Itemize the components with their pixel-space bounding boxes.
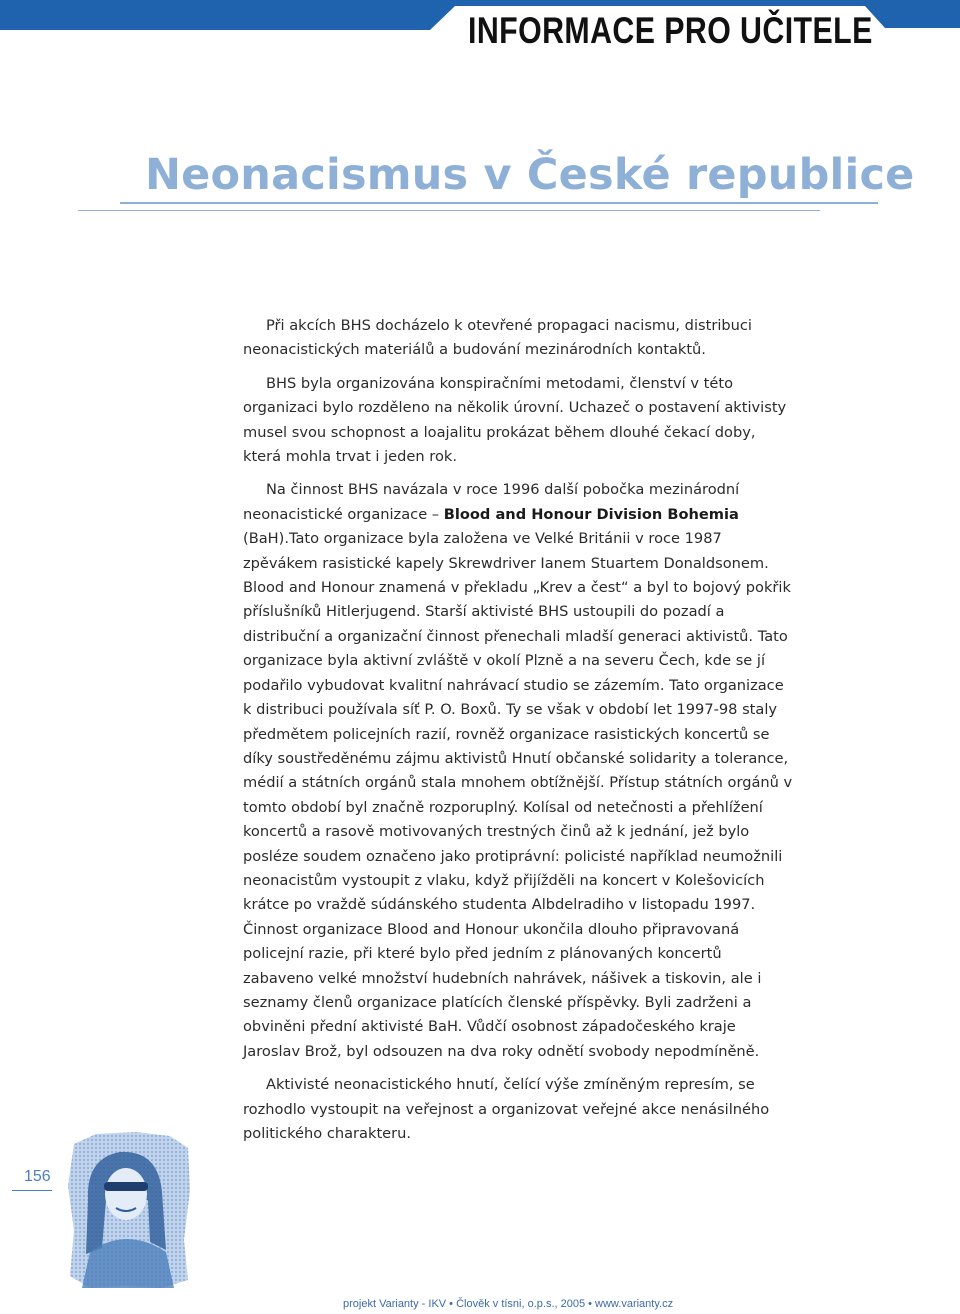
photo-woman-sunglasses [66,1130,192,1290]
article-body [243,314,793,1155]
paragraph-2: BHS byla organizována konspiračními metodami, členství v této organizaci bylo rozděleno na několik úrovní. Uchazeč o postavení aktivisty musel svou schopnost a loajalitu prokázat během dlouhé čekací doby, která mohla trvat i jeden rok. [243,374,787,466]
title-underline [120,202,878,204]
paragraph-3-intro: Na činnost BHS navázala v roce 1996 další pobočka mezinárodní neonacistické organizace – [243,481,740,523]
header-title: INFORMACE PRO UČITELE [468,10,873,51]
page-number-rule [12,1190,52,1191]
organization-name: Blood and Honour Division Bohemia [443,505,739,523]
title-underline-secondary [78,210,820,211]
footer-credit: projekt Varianty - IKV • Člověk v tísni, o.p.s., 2005 • www.varianty.cz [343,1298,674,1310]
paragraph-4: Aktivisté neonacistického hnutí, čelící výše zmíněným represím, se rozhodlo vystoupit na veřejnost a organizovat veřejné akce nenásilného politického charakteru. [243,1076,770,1142]
page-number: 156 [24,1168,51,1185]
paragraph-1: Při akcích BHS docházelo k otevřené propagaci nacismu, distribuci neonacistických materiálů a budování mezinárodních kontaktů. [243,317,752,359]
paragraph-3-rest: (BaH).Tato organizace byla založena ve Velké Británii v roce 1987 zpěvákem rasistické kapely Skrewdriver Ianem Stuartem Donaldsonem. Blood and Honour znamená v překladu „Krev a čest“ a byl to bojový pokřik příslušníků Hitlerjugend. Starší aktivisté BHS ustoupili do pozadí a distribuční a organizační činnost přenechali mladší generaci aktivistů. Tato organizace byla aktivní zvláště v okolí Plzně a na severu Čech, kde se jí podařilo vybudovat kvalitní nahrávací studio se zázemím. Tato organizace k distribuci používala síť P. O. Boxů. Ty se však v období let 1997-98 staly předmětem policejních razií, rovněž organizace rasistických koncertů se díky soustředěnému zájmu aktivistů Hnutí občanské solidarity a tolerance, médií a státních orgánů stala mnohem obtížnější. Přístup státních orgánů v tomto období byl značně rozporuplný. Kolísal od netečnosti a přehlížení koncertů a rasově motivovaných trestných činů až k jednání, jež bylo posléze soudem označeno jako protiprávní: policisté například neumožnili neonacistům vystoupit z vlaku, když přijížděli na koncert v Kolešovicích krátce po vraždě súdánského studenta Albdelradiho v listopadu 1997. Činnost organizace Blood and Honour ukončila dlouho připravovaná policejní razie, při které bylo před jedním z plánovaných koncertů zabaveno velké množství hudebních nahrávek, nášivek a tiskovin, ale i seznamy členů organizace platících členské příspěvky. Byli zadrženi a obviněni přední aktivisté BaH. Vůdčí osobnost západočeského kraje Jaroslav Brož, byl odsouzen na dva roky odnětí svobody nepodmíněně. [243,530,793,1060]
paragraph-3 [243,478,793,1064]
page-title: Neonacismus v České republice [145,150,915,200]
